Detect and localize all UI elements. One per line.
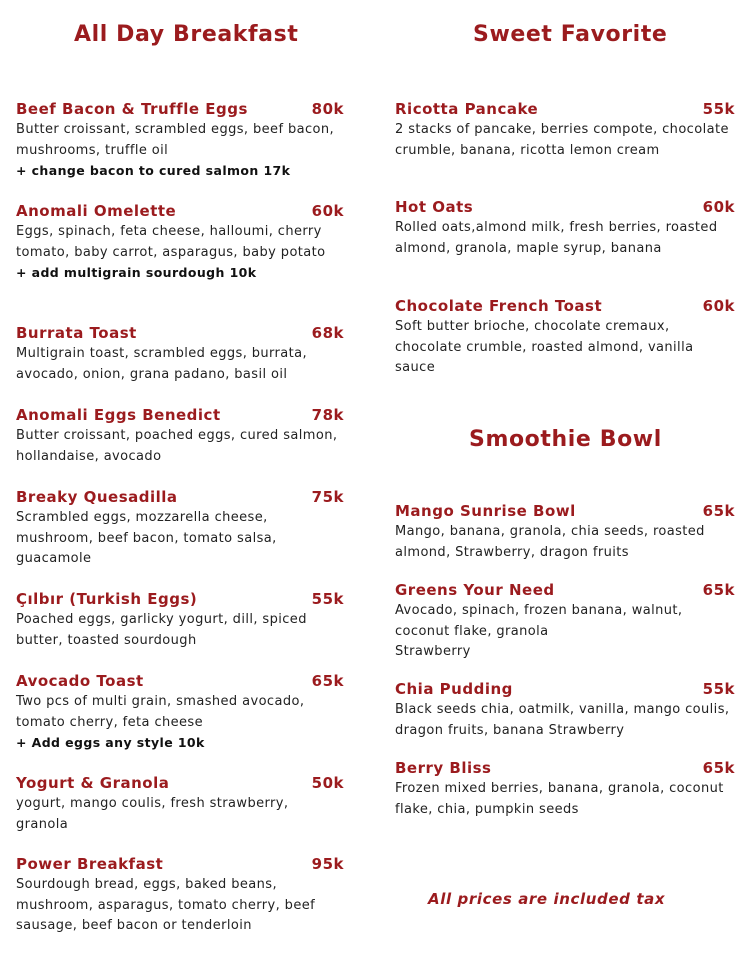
item-description: Frozen mixed berries, banana, granola, coconut flake, chia, pumpkin seeds	[395, 781, 724, 817]
item-addon: + add multigrain sourdough 10k	[16, 265, 257, 280]
item-name: Chia Pudding	[395, 680, 513, 698]
item-description: Scrambled eggs, mozzarella cheese, mushroom, beef bacon, tomato salsa, guacamole	[16, 510, 277, 566]
item-description-extra: Strawberry	[395, 644, 471, 659]
item-price: 55k	[311, 590, 344, 608]
item-price: 55k	[702, 680, 735, 698]
item-price: 65k	[702, 759, 735, 777]
item-price: 60k	[702, 198, 735, 216]
item-name: Greens Your Need	[395, 581, 555, 599]
menu-item	[16, 406, 344, 467]
item-name: Ricotta Pancake	[395, 100, 539, 118]
menu-item	[16, 202, 344, 283]
section-title-sweet-favorite: Sweet Favorite	[473, 22, 668, 47]
item-description: Mango, banana, granola, chia seeds, roasted almond, Strawberry, dragon fruits	[395, 524, 705, 560]
menu-item	[16, 324, 344, 385]
menu-item	[16, 774, 344, 835]
menu-item	[16, 488, 344, 570]
item-description: Butter croissant, poached eggs, cured salmon, hollandaise, avocado	[16, 428, 338, 464]
item-price: 68k	[311, 324, 344, 342]
item-price: 65k	[702, 581, 735, 599]
item-name: Mango Sunrise Bowl	[395, 502, 576, 520]
item-name: Anomali Omelette	[16, 202, 177, 220]
item-price: 60k	[702, 297, 735, 315]
menu-item	[395, 759, 735, 820]
menu-item	[395, 297, 735, 379]
item-name: Beef Bacon & Truffle Eggs	[16, 100, 248, 118]
item-name: Burrata Toast	[16, 324, 137, 342]
item-name: Çılbır (Turkish Eggs)	[16, 590, 198, 608]
item-price: 60k	[311, 202, 344, 220]
item-name: Yogurt & Granola	[16, 774, 170, 792]
menu-item	[395, 680, 735, 741]
item-name: Chocolate French Toast	[395, 297, 603, 315]
item-addon: + change bacon to cured salmon 17k	[16, 163, 291, 178]
item-description: Poached eggs, garlicky yogurt, dill, spiced butter, toasted sourdough	[16, 612, 307, 648]
menu-item	[16, 590, 344, 651]
menu-item	[16, 100, 344, 181]
item-description: Two pcs of multi grain, smashed avocado, tomato cherry, feta cheese	[16, 694, 305, 730]
item-price: 55k	[702, 100, 735, 118]
menu-item	[16, 855, 344, 937]
section-title-all-day-breakfast: All Day Breakfast	[74, 22, 299, 47]
item-price: 65k	[702, 502, 735, 520]
item-description: Black seeds chia, oatmilk, vanilla, mango coulis, dragon fruits, banana Strawberry	[395, 702, 730, 738]
item-price: 75k	[311, 488, 344, 506]
section-title-smoothie-bowl: Smoothie Bowl	[469, 427, 662, 452]
menu-item	[395, 581, 735, 663]
item-description: 2 stacks of pancake, berries compote, chocolate crumble, banana, ricotta lemon cream	[395, 122, 729, 158]
item-description: Eggs, spinach, feta cheese, halloumi, cherry tomato, baby carrot, asparagus, baby potato	[16, 224, 326, 260]
item-name: Avocado Toast	[16, 672, 144, 690]
item-price: 65k	[311, 672, 344, 690]
item-price: 80k	[311, 100, 344, 118]
item-name: Power Breakfast	[16, 855, 164, 873]
item-price: 78k	[311, 406, 344, 424]
item-price: 50k	[311, 774, 344, 792]
item-name: Hot Oats	[395, 198, 474, 216]
item-description: Butter croissant, scrambled eggs, beef bacon, mushrooms, truffle oil	[16, 122, 335, 158]
item-name: Breaky Quesadilla	[16, 488, 178, 506]
menu-item	[395, 100, 735, 161]
item-description: Multigrain toast, scrambled eggs, burrata, avocado, onion, grana padano, basil oil	[16, 346, 308, 382]
item-description: Soft butter brioche, chocolate cremaux, chocolate crumble, roasted almond, vanilla sauce	[395, 319, 694, 375]
item-addon: + Add eggs any style 10k	[16, 735, 205, 750]
tax-note: All prices are included tax	[428, 890, 666, 908]
menu-item	[16, 672, 344, 753]
item-description: yogurt, mango coulis, fresh strawberry, granola	[16, 796, 289, 832]
item-name: Berry Bliss	[395, 759, 492, 777]
item-description: Sourdough bread, eggs, baked beans, mushroom, asparagus, tomato cherry, beef sausage, beef bacon or tenderloin	[16, 877, 316, 933]
item-name: Anomali Eggs Benedict	[16, 406, 221, 424]
item-description: Avocado, spinach, frozen banana, walnut, coconut flake, granola	[395, 603, 683, 639]
menu-item	[395, 502, 735, 563]
item-description: Rolled oats,almond milk, fresh berries, roasted almond, granola, maple syrup, banana	[395, 220, 718, 256]
menu-item	[395, 198, 735, 259]
item-price: 95k	[311, 855, 344, 873]
